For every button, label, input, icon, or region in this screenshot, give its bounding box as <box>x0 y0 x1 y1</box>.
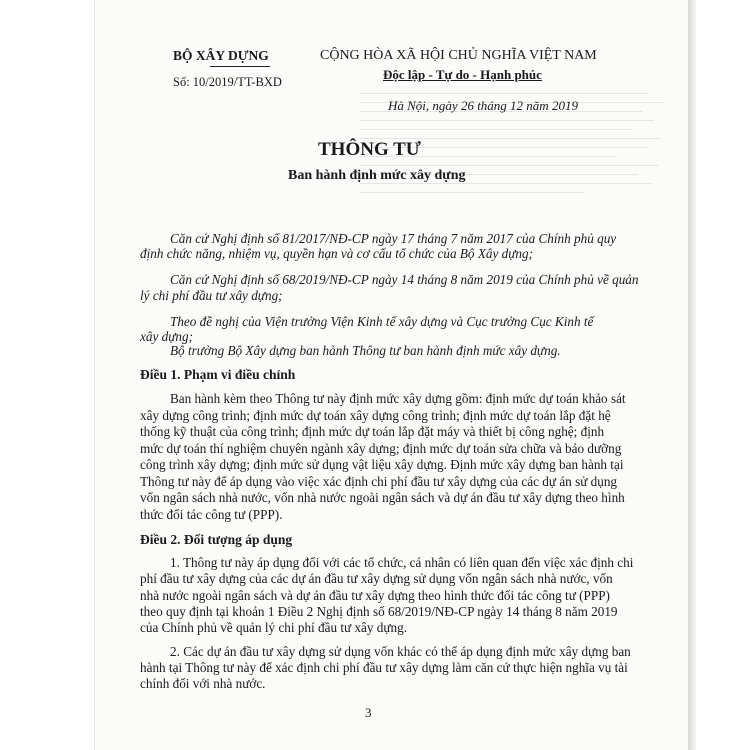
document-title: THÔNG TƯ <box>318 139 421 160</box>
article-2-line: của Chính phủ về quản lý chi phí đầu tư xây dựng. <box>140 620 408 635</box>
article-1-line: Thông tư này để áp dụng vào việc xác định chi phí đầu tư xây dựng của các dự án sử dụng <box>140 474 618 489</box>
preamble-line: Theo đề nghị của Viện trưởng Viện Kinh tế xây dựng và Cục trưởng Cục Kinh tế <box>170 314 594 329</box>
preamble-line: Căn cứ Nghị định số 68/2019/NĐ-CP ngày 14 tháng 8 năm 2019 của Chính phủ về quản <box>170 272 639 287</box>
article-1-line: thống kỹ thuật của công trình; định mức dự toán lắp đặt máy và thiết bị công nghệ; định <box>140 424 605 439</box>
preamble-line: Căn cứ Nghị định số 81/2017/NĐ-CP ngày 17 tháng 7 năm 2017 của Chính phủ quy <box>170 231 617 246</box>
article-1-line: Ban hành kèm theo Thông tư này định mức xây dựng gồm: định mức dự toán khảo sát <box>170 391 626 406</box>
article-1-line: công trình xây dựng; định mức sử dụng vật liệu xây dựng. Định mức xây dựng ban hành tại <box>140 457 624 472</box>
article-2-line: hành tại Thông tư này để xác định chi phí đầu tư xây dựng làm căn cứ thực hiện nghĩa vụ tài <box>140 660 628 675</box>
nation-name: CỘNG HÒA XÃ HỘI CHỦ NGHĨA VIỆT NAM <box>320 48 597 63</box>
article-1-line: xây dựng công trình; định mức dự toán xây dựng công trình; định mức dự toán lắp đặt hệ <box>140 408 611 423</box>
article-1-line: vốn ngân sách nhà nước, vốn nhà nước ngoài ngân sách và dự án đầu tư xây dựng theo hình <box>140 490 625 505</box>
preamble-line: định chức năng, nhiệm vụ, quyền hạn và cơ cấu tổ chức của Bộ Xây dựng; <box>140 246 533 261</box>
page-edge <box>688 0 696 750</box>
ministry-name: BỘ XÂY DỰNG <box>173 48 269 63</box>
document-number: Số: 10/2019/TT-BXD <box>173 75 282 89</box>
page-number: 3 <box>365 705 372 720</box>
article-2-line: phí đầu tư xây dựng của các dự án đầu tư xây dựng sử dụng vốn ngân sách nhà nước, vốn <box>140 571 613 586</box>
preamble-line: lý chi phí đầu tư xây dựng; <box>140 288 283 303</box>
article-2-line: theo quy định tại khoản 1 Điều 2 Nghị định số 68/2019/NĐ-CP ngày 14 tháng 8 năm 2019 <box>140 604 618 619</box>
article-2-line: chính đối với nhà nước. <box>140 676 266 691</box>
preamble-line: Bộ trưởng Bộ Xây dựng ban hành Thông tư ban hành định mức xây dựng. <box>170 343 561 358</box>
article-1-heading: Điều 1. Phạm vi điều chỉnh <box>140 367 296 382</box>
article-1-line: mức dự toán thí nghiệm chuyên ngành xây dựng; định mức dự toán sửa chữa và bảo dưỡng <box>140 441 622 456</box>
article-2-line: 1. Thông tư này áp dụng đối với các tổ chức, cá nhân có liên quan đến việc xác định chi <box>170 555 634 570</box>
article-2-line: nhà nước ngoài ngân sách và dự án đầu tư xây dựng theo hình thức đối tác công tư (PPP) <box>140 588 610 603</box>
place-and-date: Hà Nội, ngày 26 tháng 12 năm 2019 <box>388 98 578 113</box>
article-2-heading: Điều 2. Đối tượng áp dụng <box>140 532 293 547</box>
national-motto: Độc lập - Tự do - Hạnh phúc <box>383 67 542 82</box>
document-subtitle: Ban hành định mức xây dựng <box>288 168 466 183</box>
article-2-line: 2. Các dự án đầu tư xây dựng sử dụng vốn khác có thể áp dụng định mức xây dựng ban <box>170 644 631 659</box>
preamble-line: xây dựng; <box>140 329 193 344</box>
ministry-underline <box>210 66 270 67</box>
article-1-line: thức đối tác công tư (PPP). <box>140 507 283 522</box>
